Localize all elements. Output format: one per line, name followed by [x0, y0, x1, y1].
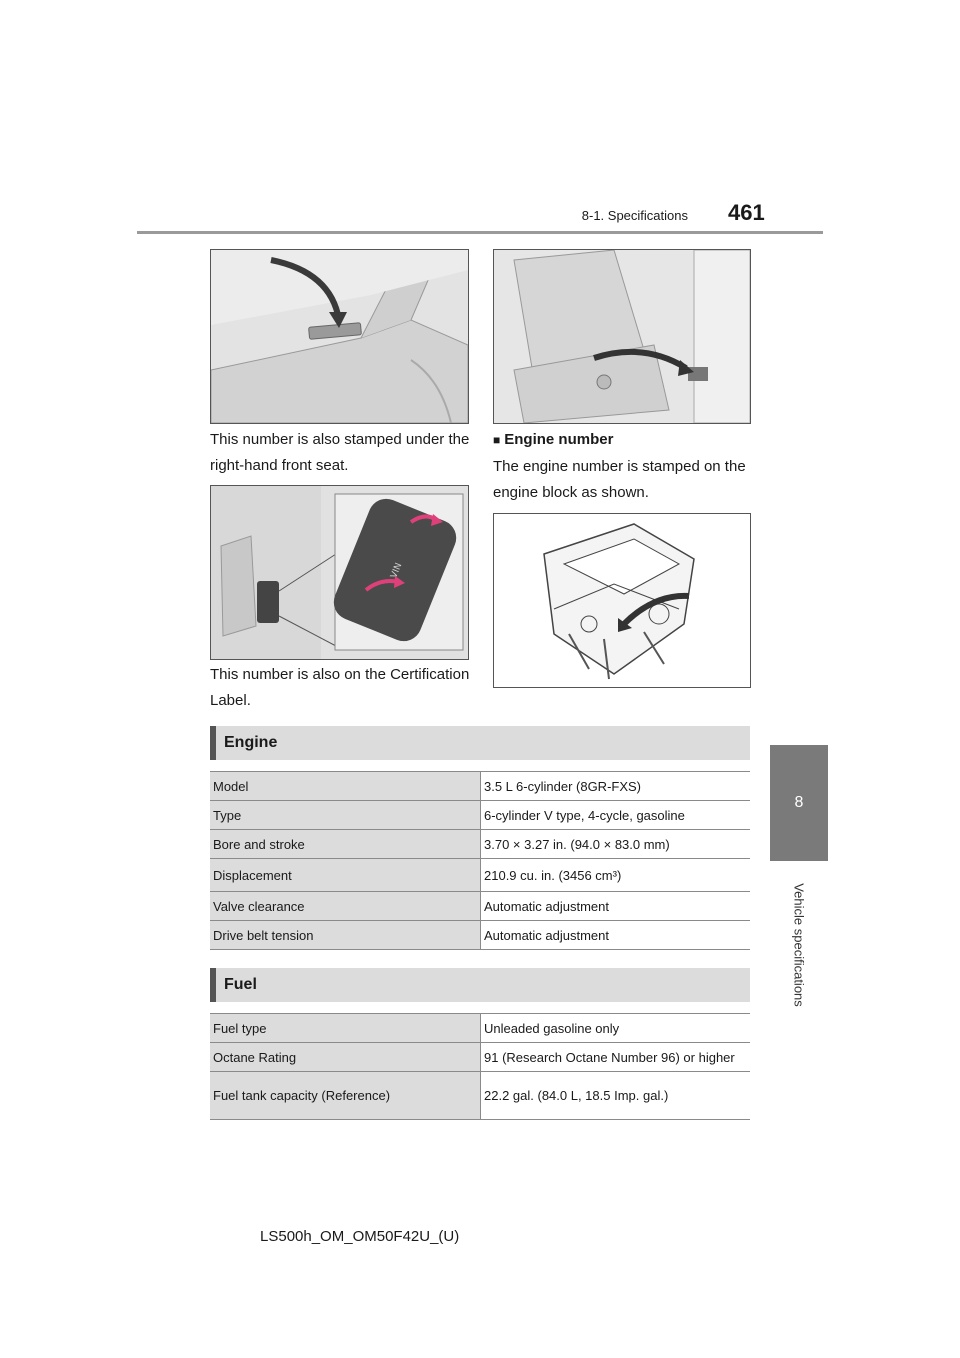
vin-plate-illustration [211, 486, 468, 659]
chapter-tab [770, 745, 828, 861]
engine-number-heading: ■ Engine number [493, 431, 614, 448]
table-row [210, 859, 750, 892]
square-bullet-icon: ■ [493, 433, 501, 447]
document-code: LS500h_OM_OM50F42U_(U) [260, 1228, 460, 1245]
vin-dashboard-illustration [211, 250, 468, 423]
table-row [210, 830, 750, 859]
spec-value: Automatic adjustment [481, 921, 751, 950]
spec-label: Valve clearance [210, 892, 481, 921]
spec-value: Unleaded gasoline only [481, 1014, 751, 1043]
table-row [210, 1014, 750, 1043]
table-row [210, 801, 750, 830]
page-number: 461 [728, 200, 765, 225]
spec-label: Model [210, 772, 481, 801]
spec-label: Fuel type [210, 1014, 481, 1043]
spec-value: 6-cylinder V type, 4-cycle, gasoline [481, 801, 751, 830]
engine-number-text: The engine number is stamped on the engine block as shown. [493, 458, 746, 501]
fuel-spec-table [210, 1013, 750, 1120]
spec-value: 3.70 × 3.27 in. (94.0 × 83.0 mm) [481, 830, 751, 859]
spec-value: Automatic adjustment [481, 892, 751, 921]
stamped-note: This number is also stamped under the right-hand front seat. [210, 431, 470, 474]
spec-label: Octane Rating [210, 1043, 481, 1072]
spec-value: 91 (Research Octane Number 96) or higher [481, 1043, 751, 1072]
spec-value: 22.2 gal. (84.0 L, 18.5 Imp. gal.) [481, 1072, 751, 1120]
certification-note: This number is also on the Certification Label. [210, 666, 470, 709]
spec-label: Fuel tank capacity (Reference) [210, 1072, 481, 1120]
seat-figure [493, 249, 751, 424]
engine-section-heading: Engine [210, 726, 750, 760]
engine-spec-table [210, 771, 750, 950]
seat-illustration [494, 250, 750, 423]
table-row [210, 921, 750, 950]
spec-value: 210.9 cu. in. (3456 cm³) [481, 859, 751, 892]
spec-label: Displacement [210, 859, 481, 892]
chapter-number: 8 [794, 794, 804, 811]
table-row [210, 772, 750, 801]
table-row [210, 1043, 750, 1072]
spec-label: Drive belt tension [210, 921, 481, 950]
header-rule [137, 231, 823, 234]
engine-block-figure [493, 513, 751, 688]
vin-plate-figure [210, 485, 469, 660]
fuel-section-heading: Fuel [210, 968, 750, 1002]
table-row [210, 1072, 750, 1120]
spec-label: Bore and stroke [210, 830, 481, 859]
spec-value: 3.5 L 6-cylinder (8GR-FXS) [481, 772, 751, 801]
vin-dashboard-figure [210, 249, 469, 424]
plate-engraving: VIN [389, 561, 405, 580]
spec-label: Type [210, 801, 481, 830]
engine-illustration [494, 514, 750, 687]
section-title: 8-1. Specifications [581, 208, 688, 223]
chapter-label: Vehicle specifications [791, 883, 807, 1007]
table-row [210, 892, 750, 921]
